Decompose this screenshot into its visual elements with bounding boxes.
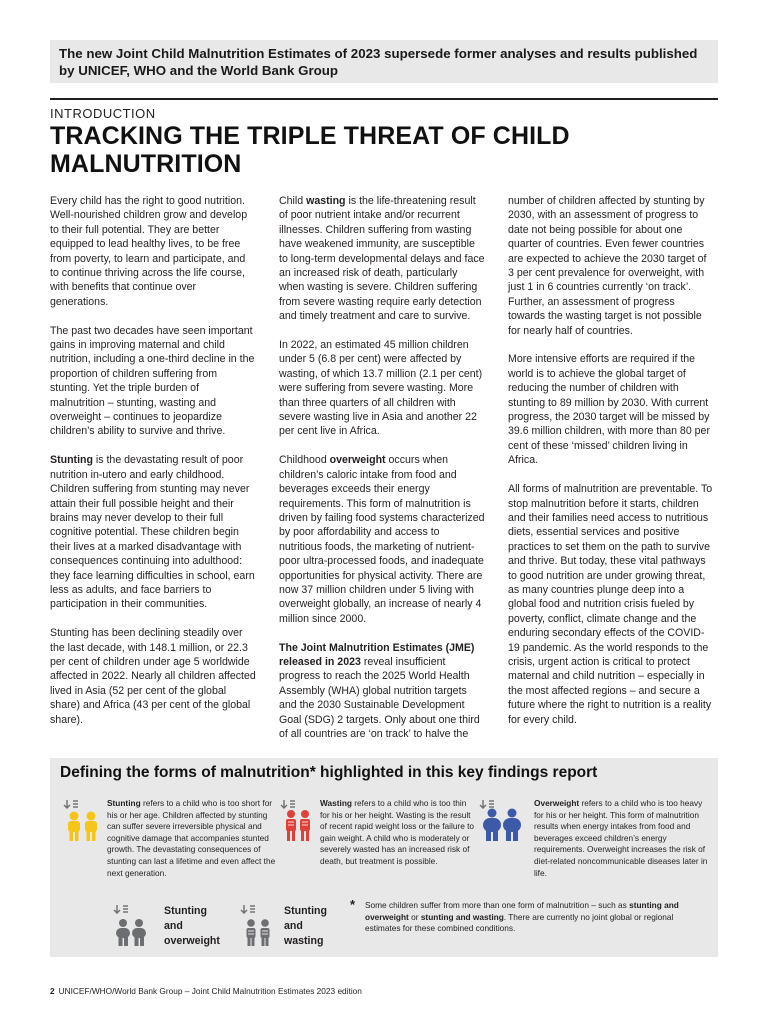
page-footer xyxy=(50,986,362,996)
paragraph-text: is the life-threatening result of poor nutrient intake and/or recurrent illnesses. Children suffering from wasting have weakened immunity, are susceptible to long-term developmental delays and face an increased risk of death, particularly when wasting is severe. Children suffering from severe wasting require early detection and timely treatment and care to survive. xyxy=(279,195,485,323)
paragraph-text: occurs when children’s caloric intake from food and beverages exceeds their energy requirements. This form of malnutrition is driven by failing food systems characterized by poor affordability and access to nutritious foods, the marketing of nutrient-poor ultra-processed foods, and inadequate opportunities for physical activity. There are now 37 million children under 5 living with overweight globally, an increase of nearly 4 million since 2000. xyxy=(279,454,485,625)
page-number: 2 xyxy=(50,986,55,996)
paragraph: The past two decades have seen important gains in improving maternal and child nutrition, including a one-third decline in the proportion of children suffering from stunting. Yet the triple burden of malnutrition – stunting, wasting and overweight – continues to jeopardize children’s ability to survive and thrive. xyxy=(50,324,255,438)
wasting-term: Wasting xyxy=(320,798,352,808)
combo-line: and xyxy=(164,920,183,932)
stunting-overweight-label xyxy=(164,904,220,949)
paragraph: More intensive efforts are required if the world is to achieve the global target of reducing the number of children with stunting to 89 million by 2030. With current progress, the 2030 target will be missed by 39.6 million children, with more than 80 per cent of these ‘missed’ children living in Africa. xyxy=(508,353,710,467)
footer-text: UNICEF/WHO/World Bank Group – Joint Child Malnutrition Estimates 2023 edition xyxy=(58,986,362,996)
note-text: . There are currently no joint global or regional estimates for these combined conditions. xyxy=(365,911,674,934)
overweight-term: Overweight xyxy=(534,798,580,808)
paragraph: number of children affected by stunting by 2030, with an assessment of progress to date not being possible for about one quarter of countries. Even fewer countries are expected to achieve the 2030 target of 3 per cent prevalence for overweight, with just 1 in 6 countries currently ‘on track’. Further, an assessment of progress towards the wasting target is not possible for nearly half of countries. xyxy=(508,195,707,337)
paragraph: All forms of malnutrition are preventable. To stop malnutrition before it starts, children and their families need access to nutritious diets, essential services and positive practices to set them on the path to survive and thrive. But today, these vital pathways to good nutrition are under growing threat, as many countries plunge deep into a global food and nutrition crisis fueled by poverty, conflict, climate change and the enduring secondary effects of the COVID-19 pandemic. As the world responds to the crisis, urgent action is critical to protect maternal and child nutrition – especially in the most affected regions – and secure a future where the right to nutrition is a reality for every child. xyxy=(508,483,713,726)
stunting-term: Stunting xyxy=(107,798,141,808)
paragraph xyxy=(279,641,485,742)
wasting-icon xyxy=(280,798,316,842)
paragraph xyxy=(279,194,485,324)
header-rule xyxy=(50,98,718,100)
paragraph-text: Childhood xyxy=(279,454,330,467)
wasting-text: refers to a child who is too thin for his or her height. Wasting is the result of recent rapid weight loss or the failure to gain weight. A child who is moderately or severely wasted has an increased risk of death, but treatment is possible. xyxy=(320,798,475,866)
definitions-title: Defining the forms of malnutrition* highlighted in this key findings report xyxy=(60,764,598,781)
text-column-3 xyxy=(508,194,714,741)
paragraph-text: Child xyxy=(279,195,307,207)
paragraph xyxy=(279,453,485,626)
text-column-2 xyxy=(279,194,485,756)
supersede-banner xyxy=(50,40,718,83)
note-text: or xyxy=(408,911,421,922)
combo-line: overweight xyxy=(164,935,220,947)
stunting-text: refers to a child who is too short for his or her age. Children affected by stunting can suffer severe irreversible physical and cognitive damage that accompanies stunted growth. The devastating consequences of stunting can last a lifetime and even affect the next generation. xyxy=(107,798,276,878)
wasting-definition xyxy=(320,798,478,868)
section-kicker: INTRODUCTION xyxy=(50,106,156,121)
combined-conditions-note xyxy=(365,900,685,935)
note-term: stunting and overweight xyxy=(365,900,679,922)
overweight-definition xyxy=(534,798,710,879)
definitions-box xyxy=(50,758,718,957)
note-term: stunting and wasting xyxy=(420,911,504,922)
stunting-overweight-icon xyxy=(112,903,150,947)
stunting-definition xyxy=(107,798,279,879)
page-title: TRACKING THE TRIPLE THREAT OF CHILD MALNUTRITION xyxy=(50,122,570,178)
paragraph xyxy=(50,453,256,611)
term-stunting: Stunting xyxy=(50,454,93,467)
paragraph-text: reveal insufficient progress to reach the 2025 World Health Assembly (WHA) global nutrition targets and the 2030 Sustainable Development Goal (SDG) 2 targets. Only about one third of all countries are ‘on track’ to halve the xyxy=(279,655,480,740)
combo-line: wasting xyxy=(284,935,324,947)
stunting-wasting-label xyxy=(284,904,327,949)
asterisk-mark: * xyxy=(350,897,356,912)
overweight-text: refers to a child who is too heavy for his or her height. This form of malnutrition results when energy intakes from food and beverages exceed children’s energy requirements. Overweight increases the risk of diet-related noncommunicable diseases later in life. xyxy=(534,798,708,878)
paragraph: In 2022, an estimated 45 million children under 5 (6.8 per cent) were affected by wasting, of which 13.7 million (2.1 per cent) were suffering from severe wasting. More than three quarters of all children with severe wasting live in Asia and another 22 per cent live in Africa. xyxy=(279,339,483,438)
paragraph: Stunting has been declining steadily over the last decade, with 148.1 million, or 22.3 per cent of children under age 5 worldwide affected in 2022. Nearly all children affected lived in Asia (52 per cent of the global share) and Africa (43 per cent of the global share). xyxy=(50,627,256,726)
combo-line: Stunting xyxy=(164,905,207,917)
note-text: Some children suffer from more than one form of malnutrition – such as xyxy=(365,900,630,910)
jme-release-label: The Joint Malnutrition Estimates (JME) released in 2023 xyxy=(279,641,475,668)
combo-line: Stunting xyxy=(284,905,327,917)
term-wasting: wasting xyxy=(306,195,346,207)
stunting-icon xyxy=(62,798,102,842)
term-overweight: overweight xyxy=(329,454,386,467)
paragraph-text: is the devastating result of poor nutrition in-utero and early childhood. Children suffering from stunting may never attain their full possible height and their brains may never develop to their full cognitive potential. These children begin their lives at a marked disadvantage with consequences continuing into adulthood: they face learning difficulties in school, earn less as adults, and face barriers to participation in their communities. xyxy=(50,454,255,611)
text-column-1 xyxy=(50,194,256,741)
combo-line: and xyxy=(284,920,303,932)
overweight-icon xyxy=(478,798,526,842)
stunting-wasting-icon xyxy=(240,903,276,947)
banner-text: The new Joint Child Malnutrition Estimates of 2023 supersede former analyses and results published by UNICEF, WHO and the World Bank Group xyxy=(59,46,698,78)
paragraph: Every child has the right to good nutrition. Well-nourished children grow and develop to their full potential. They are better equipped to lead healthy lives, to be free from poverty, to learn and participate, and to continue thriving across the life course, with benefits that continue over generations. xyxy=(50,195,248,308)
